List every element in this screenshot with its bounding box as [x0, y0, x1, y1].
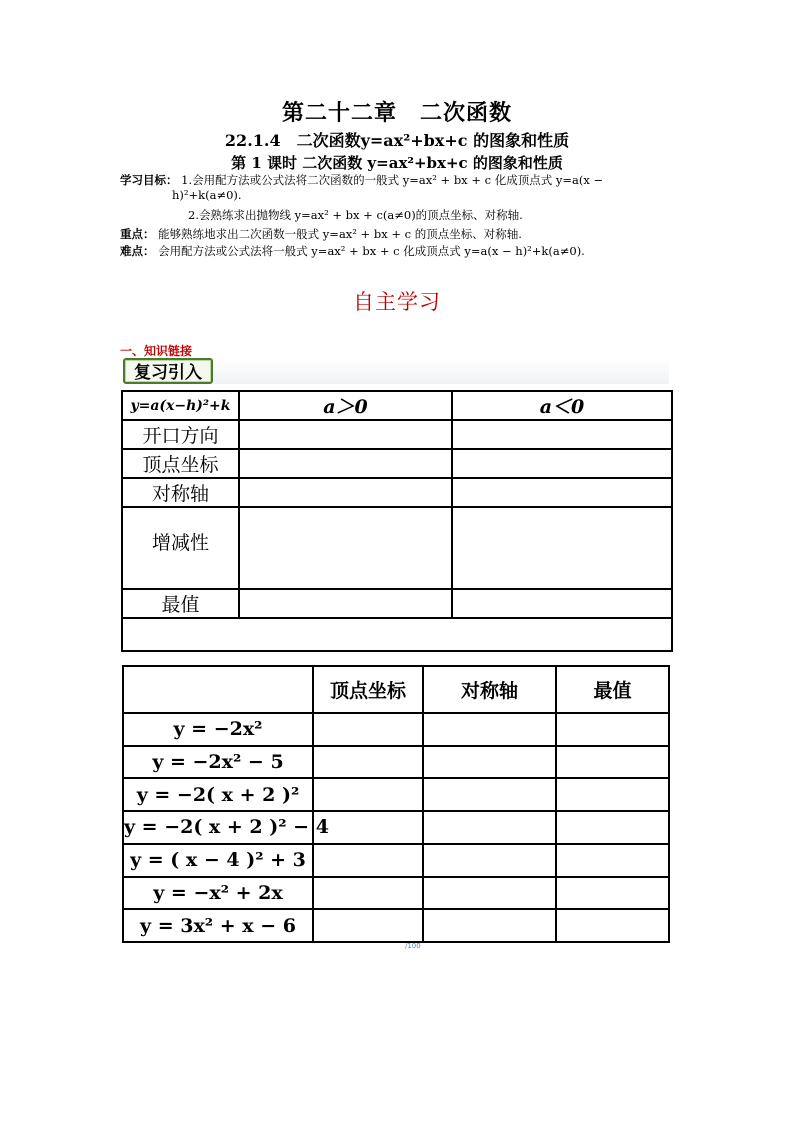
table1-cell[interactable] [239, 589, 452, 618]
table2-cell[interactable] [423, 877, 556, 910]
table2-cell[interactable] [313, 844, 423, 877]
objective-1-text: 1.会用配方法或公式法将二次函数的一般式 y=ax² + bx + c 化成顶点式 y=a(x − [181, 173, 604, 187]
table1-cell[interactable] [452, 507, 672, 589]
table1-row-label: 开口方向 [122, 420, 239, 449]
table2-cell[interactable] [556, 746, 669, 779]
table2-cell[interactable] [423, 844, 556, 877]
table2-cell[interactable] [556, 877, 669, 910]
section-title: 22.1.4 二次函数y=ax²+bx+c 的图象和性质 [224, 131, 570, 150]
faint-artifact-strip [123, 638, 453, 648]
table1-header-formula: y=a(x−h)²+k [122, 391, 239, 420]
table2-function: y = −2( x + 2 )² − 4 [123, 811, 313, 844]
table2-header-extremum: 最值 [556, 666, 669, 713]
table1-cell[interactable] [452, 589, 672, 618]
table1-row-label: 最值 [122, 589, 239, 618]
table1-cell[interactable] [452, 420, 672, 449]
table1-cell[interactable] [452, 478, 672, 507]
table2-function: y = −2x² [123, 713, 313, 746]
table2-header-vertex: 顶点坐标 [313, 666, 423, 713]
difficulty-point [120, 243, 585, 259]
review-banner-strip [213, 359, 669, 384]
difficulty-label: 难点： [120, 244, 155, 258]
lesson-title: 第 1 课时 二次函数 y=ax²+bx+c 的图象和性质 [231, 154, 563, 172]
table2-cell[interactable] [556, 811, 669, 844]
table2-function: y = −2( x + 2 )² [123, 778, 313, 811]
focus-text: 能够熟练地求出二次函数一般式 y=ax² + bx + c 的顶点坐标、对称轴. [158, 227, 522, 241]
knowledge-link-heading: 一、知识链接 [120, 344, 193, 358]
table1-cell[interactable] [239, 507, 452, 589]
table2-cell[interactable] [313, 811, 423, 844]
table1-row-label: 增减性 [122, 507, 239, 589]
table2-cell[interactable] [423, 811, 556, 844]
quadratic-exercise-table [122, 665, 668, 943]
objective-2: 2.会熟练求出抛物线 y=ax² + bx + c(a≠0)的顶点坐标、对称轴. [188, 208, 523, 222]
vertex-form-properties-table [121, 390, 671, 645]
table2-function: y = 3x² + x − 6 [123, 909, 313, 942]
table1-cell[interactable] [239, 478, 452, 507]
table1-header-a-positive: a＞0 [239, 391, 452, 420]
table2-cell[interactable] [313, 909, 423, 942]
table1-row-label: 对称轴 [122, 478, 239, 507]
table2-header-axis: 对称轴 [423, 666, 556, 713]
table2-cell[interactable] [313, 713, 423, 746]
objective-1-continued: h)²+k(a≠0). [172, 188, 242, 202]
table1-row-label: 顶点坐标 [122, 449, 239, 478]
difficulty-text: 会用配方法或公式法将一般式 y=ax² + bx + c 化成顶点式 y=a(x − h)²+k(a≠0). [158, 244, 585, 258]
focus-point [120, 226, 522, 242]
table2-corner-cell [123, 666, 313, 713]
table2-function: y = ( x − 4 )² + 3 [123, 844, 313, 877]
table2-function: y = −2x² − 5 [123, 746, 313, 779]
table2-cell[interactable] [423, 909, 556, 942]
objective-1 [120, 172, 603, 188]
table2-cell[interactable] [423, 746, 556, 779]
table2-cell[interactable] [556, 713, 669, 746]
table2-cell[interactable] [423, 778, 556, 811]
table1-cell[interactable] [452, 449, 672, 478]
objectives-label: 学习目标： [120, 173, 178, 187]
chapter-title: 第二十二章 二次函数 [281, 100, 512, 126]
page-mark: /100 [405, 942, 421, 950]
table1-cell[interactable] [239, 420, 452, 449]
table2-cell[interactable] [423, 713, 556, 746]
table1-header-a-negative: a＜0 [452, 391, 672, 420]
table2-cell[interactable] [556, 909, 669, 942]
table1-cell[interactable] [239, 449, 452, 478]
table2-cell[interactable] [313, 778, 423, 811]
table2-cell[interactable] [313, 746, 423, 779]
self-study-heading: 自主学习 [353, 290, 441, 314]
table2-cell[interactable] [556, 844, 669, 877]
table2-function: y = −x² + 2x [123, 877, 313, 910]
focus-label: 重点： [120, 227, 155, 241]
table2-cell[interactable] [313, 877, 423, 910]
table2-cell[interactable] [556, 778, 669, 811]
review-intro-badge: 复习引入 [123, 358, 213, 384]
